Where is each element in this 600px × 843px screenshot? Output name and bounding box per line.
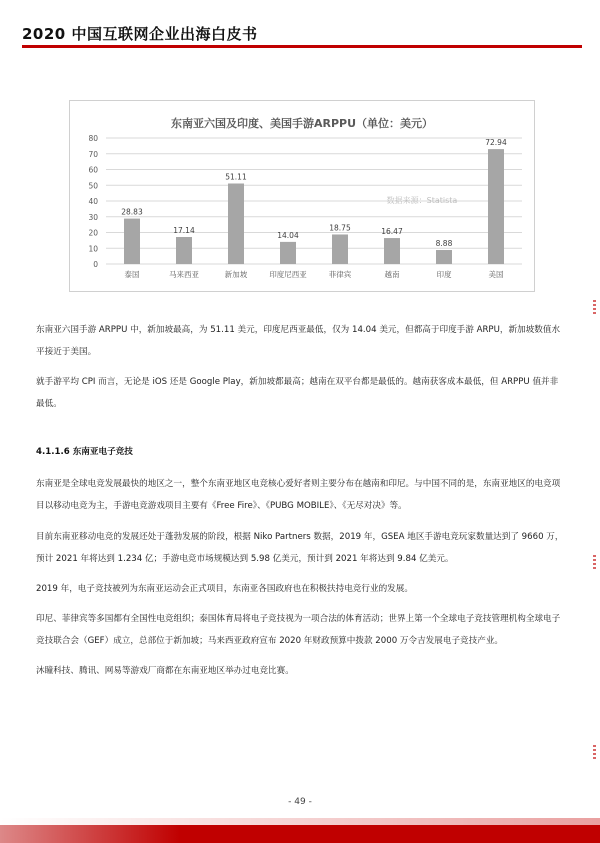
y-tick-label: 20 bbox=[88, 228, 98, 238]
bar bbox=[436, 250, 452, 264]
x-tick-label: 美国 bbox=[488, 270, 504, 279]
chart-plot bbox=[70, 101, 534, 291]
bar bbox=[488, 149, 504, 264]
paragraph-cpi: 就手游平均 CPI 而言，无论是 iOS 还是 Google Play，新加坡都最高；越南在双平台都是最低的。越南获客成本最低，但 ARPPU 值并非最低。 bbox=[36, 377, 559, 409]
arppu-chart bbox=[69, 100, 535, 292]
source-note: 数据来源：Statista bbox=[386, 196, 458, 205]
data-label: 72.94 bbox=[485, 138, 507, 148]
x-tick-label: 印度 bbox=[436, 270, 452, 279]
y-tick-label: 0 bbox=[93, 260, 98, 269]
x-tick-label: 越南 bbox=[384, 270, 400, 279]
y-tick-label: 10 bbox=[88, 244, 98, 254]
x-tick-label: 菲律宾 bbox=[328, 270, 352, 279]
footer-bar bbox=[0, 825, 600, 843]
x-tick-label: 马来西亚 bbox=[169, 270, 199, 279]
data-label: 18.75 bbox=[329, 223, 351, 233]
y-tick-label: 40 bbox=[88, 197, 98, 206]
data-label: 28.83 bbox=[121, 207, 143, 217]
y-tick-label: 60 bbox=[88, 165, 98, 175]
footer-decoration bbox=[0, 818, 600, 825]
bar bbox=[384, 238, 400, 264]
paragraph-esports-overview: 东南亚是全球电竞发展最快的地区之一，整个东南亚地区电竞核心爱好者则主要分布在越南和印尼。与中国不同的是，东南亚地区的电竞项目以移动电竞为主，手游电竞游戏项目主要有《Free Fire》、《PUBG MOBILE》、《无尽对决》等。 bbox=[36, 479, 561, 511]
data-label: 51.11 bbox=[225, 172, 247, 182]
chart-title: 东南亚六国及印度、美国手游ARPPU（单位：美元） bbox=[170, 117, 434, 130]
y-tick-label: 50 bbox=[88, 181, 98, 191]
bar bbox=[176, 237, 192, 264]
x-tick-label: 泰国 bbox=[124, 270, 140, 279]
edge-decoration bbox=[593, 555, 596, 571]
x-tick-label: 新加坡 bbox=[224, 270, 248, 279]
page-number: - 49 - bbox=[288, 797, 312, 807]
paragraph-arppu: 东南亚六国手游 ARPPU 中，新加坡最高，为 51.11 美元，印度尼西亚最低，仅为 14.04 美元，但都高于印度手游 ARPU，新加坡数值水平接近于美国。 bbox=[36, 325, 561, 357]
edge-decoration bbox=[593, 300, 596, 316]
y-tick-label: 30 bbox=[88, 212, 98, 222]
bar bbox=[124, 219, 140, 264]
data-label: 17.14 bbox=[173, 226, 195, 236]
x-tick-label: 印度尼西亚 bbox=[269, 270, 307, 279]
y-tick-label: 80 bbox=[88, 134, 98, 143]
y-tick-label: 70 bbox=[88, 149, 98, 159]
paragraph-sea-games: 2019 年，电子竞技被列为东南亚运动会正式项目，东南亚各国政府也在积极扶持电竞行业的发展。 bbox=[36, 584, 413, 594]
page-title: 2020 中国互联网企业出海白皮书 bbox=[22, 25, 258, 43]
data-label: 16.47 bbox=[381, 227, 403, 237]
section-heading: 4.1.1.6 东南亚电子竞技 bbox=[36, 447, 133, 457]
bar bbox=[332, 234, 348, 264]
paragraph-mobile-esports: 目前东南亚移动电竞的发展还处于蓬勃发展的阶段，根据 Niko Partners 数据，2019 年，GSEA 地区手游电竞玩家数量达到了 9660 万，预计 2021 年将达到 1.234 亿；手游电竞市场规模达到 5.98 亿美元，预计到 2021 年将达到 9.84 亿美元。 bbox=[36, 532, 564, 564]
edge-decoration bbox=[593, 745, 596, 761]
header-rule bbox=[22, 45, 582, 48]
bar bbox=[280, 242, 296, 264]
paragraph-companies: 沐瞳科技、腾讯、网易等游戏厂商都在东南亚地区举办过电竞比赛。 bbox=[36, 666, 294, 676]
data-label: 14.04 bbox=[277, 230, 299, 240]
paragraph-organizations: 印尼、菲律宾等多国都有全国性电竞组织；泰国体育局将电子竞技视为一项合法的体育活动；世界上第一个全球电子竞技管理机构全球电子竞技联合会（GEF）成立，总部位于新加坡；马来西亚政府宣布 2020 年财政预算中拨款 2000 万令吉发展电子竞技产业。 bbox=[36, 614, 561, 646]
bar bbox=[228, 184, 244, 264]
data-label: 8.88 bbox=[435, 239, 453, 249]
